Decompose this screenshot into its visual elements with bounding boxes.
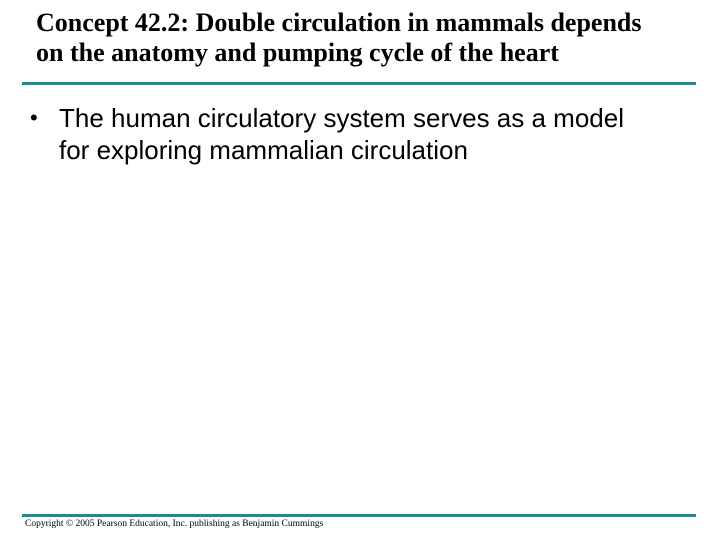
bullet-text	[59, 102, 700, 166]
bullet-list	[30, 102, 700, 166]
slide-title	[36, 8, 706, 68]
title-divider	[22, 82, 696, 85]
bullet-text-line-1: The human circulatory system serves as a model	[59, 103, 624, 133]
bullet-text-line-2: for exploring mammalian circulation	[59, 135, 468, 165]
bullet-item	[30, 102, 700, 166]
slide-title-line-2: on the anatomy and pumping cycle of the heart	[36, 38, 559, 67]
footer-divider	[22, 514, 696, 517]
slide-title-line-1: Concept 42.2: Double circulation in mammals depends	[36, 8, 642, 37]
copyright-notice: Copyright © 2005 Pearson Education, Inc. publishing as Benjamin Cummings	[25, 519, 324, 529]
bullet-marker: •	[30, 105, 38, 130]
